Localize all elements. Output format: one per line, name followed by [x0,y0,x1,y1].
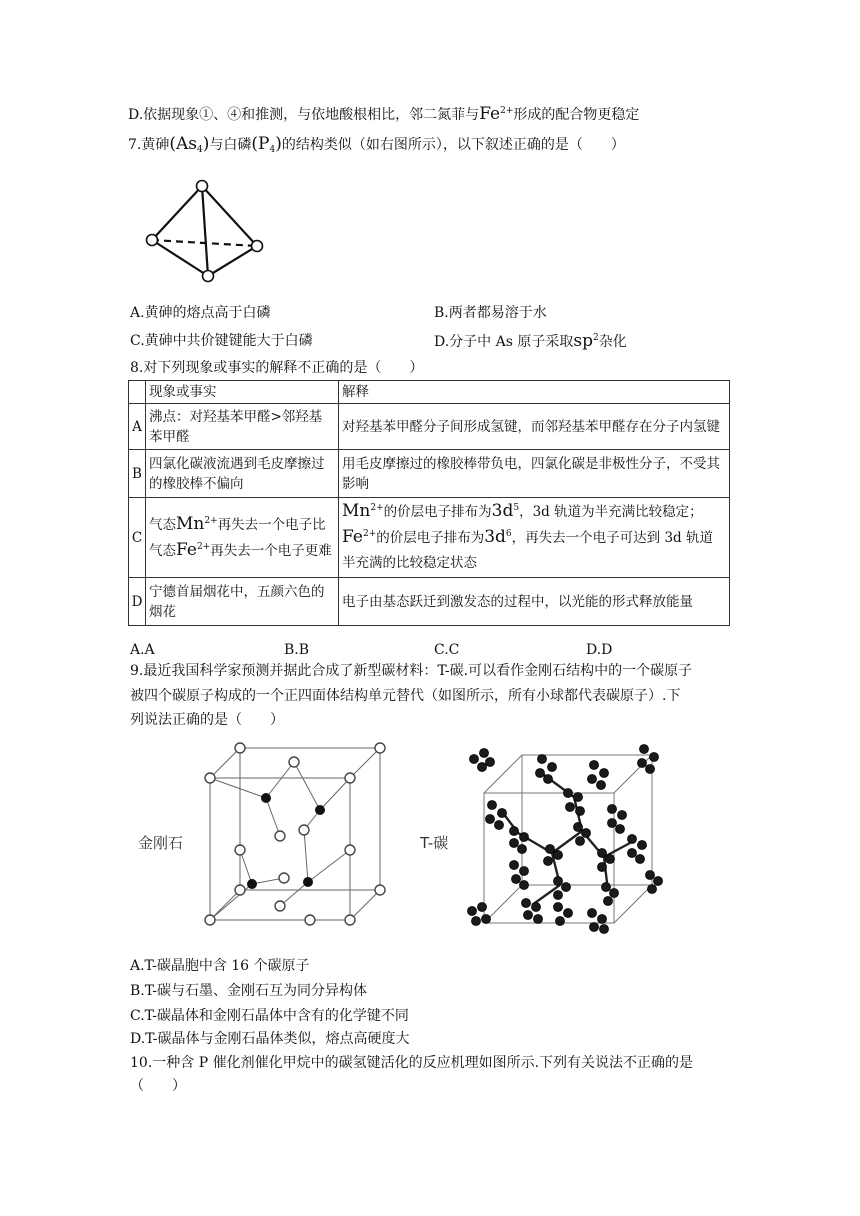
q9-option-a: A.T-碳晶胞中含 16 个碳原子 [130,958,310,974]
q8-stem: 8.对下列现象或事实的解释不正确的是（ ） [130,360,424,376]
q8-row-letter: C [129,498,146,578]
q7-option-c: C.黄砷中共价键键能大于白磷 [130,333,313,349]
q10-stem-line2: （ ） [130,1078,186,1094]
q8-row-d [129,578,730,626]
q8-row-b-explanation: 用毛皮摩擦过的橡胶棒带负电，四氯化碳是非极性分子，不受其影响 [339,450,730,498]
q8-option-d: D.D [586,642,613,658]
q8-row-c [129,498,730,578]
q8-row-b [129,450,730,498]
q8-row-d-phenomenon: 宁德首届烟花中，五颜六色的烟花 [146,578,339,626]
tetrahedron-figure [140,176,270,288]
q8-row-c-phenomenon: 气态$Mn^{2+}$再失去一个电子比气态$Fe^{2+}$再失去一个电子更难 [146,498,339,578]
q7-stem: 7.黄砷$(As_4)$与白磷$(P_4)$的结构类似（如右图所示），以下叙述正确的是（ ） [128,134,625,155]
q8-row-d-explanation: 电子由基态跃迁到激发态的过程中，以光能的形式释放能量 [339,578,730,626]
t-carbon-unit-cell-figure [462,735,672,935]
q8-row-letter: D [129,578,146,626]
q8-row-a [129,404,730,450]
q8-option-c: C.C [434,642,460,658]
q9-option-d: D.T-碳晶体与金刚石晶体类似，熔点高硬度大 [130,1031,410,1047]
label-diamond: 金刚石 [138,834,184,852]
q9-stem-line2: 被四个碳原子构成的一个正四面体结构单元替代（如图所示，所有小球都代表碳原子）.下 [130,688,681,704]
q7-option-a: A.黄砷的熔点高于白磷 [130,305,271,321]
q10-stem-line1: 10.一种含 P 催化剂催化甲烷中的碳氢键活化的反应机理如图所示.下列有关说法不正确的是 [130,1055,694,1071]
q8-table [128,380,730,626]
q8-option-a: A.A [130,642,155,658]
q8-option-b: B.B [284,642,310,658]
q8-header-phenomenon: 现象或事实 [146,381,339,404]
q8-row-c-explanation: $Mn^{2+}$的价层电子排布为$3d^5$，3d 轨道为半充满比较稳定；$Fe^{2+}$的价层电子排布为$3d^6$，再失去一个电子可达到 3d 轨道半充满的比较稳定状态 [339,498,730,578]
q9-option-c: C.T-碳晶体和金刚石晶体中含有的化学键不同 [130,1008,409,1024]
q8-row-a-phenomenon: 沸点：对羟基苯甲醛>邻羟基苯甲醛 [146,404,339,450]
label-t-carbon: T-碳 [420,834,449,852]
q8-header-explanation: 解释 [339,381,730,404]
q9-stem-line3: 列说法正确的是（ ） [130,712,284,728]
q8-row-letter: B [129,450,146,498]
diamond-unit-cell-figure [196,738,392,938]
q7-option-b: B.两者都易溶于水 [434,305,547,321]
q6-option-d: D.依据现象①、④和推测，与依地酸根相比，邻二氮菲与$Fe^{2+}$形成的配合物更稳定 [128,104,640,124]
q8-row-letter: A [129,404,146,450]
q9-option-b: B.T-碳与石墨、金刚石互为同分异构体 [130,983,368,999]
q7-option-d: D.分子中 As 原子采取$sp^2$杂化 [434,331,627,351]
q8-row-b-phenomenon: 四氯化碳液流遇到毛皮摩擦过的橡胶棒不偏向 [146,450,339,498]
q8-header-row [129,381,730,404]
q8-row-a-explanation: 对羟基苯甲醛分子间形成氢键，而邻羟基苯甲醛存在分子内氢键 [339,404,730,450]
q9-stem-line1: 9.最近我国科学家预测并据此合成了新型碳材料：T-碳.可以看作金刚石结构中的一个碳原子 [130,663,693,679]
